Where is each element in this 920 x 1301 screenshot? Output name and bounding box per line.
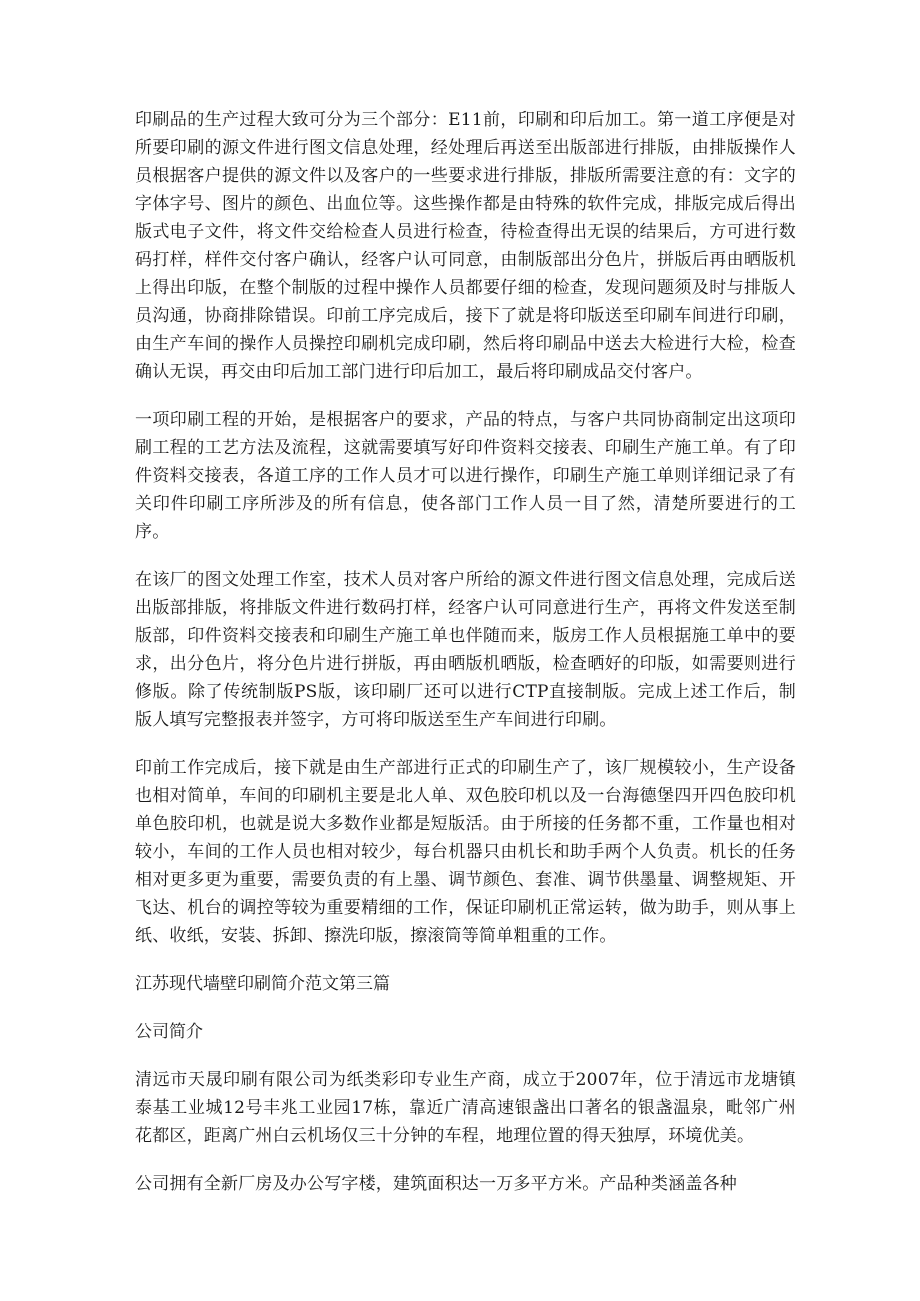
paragraph-prepress-studio: 在该厂的图文处理工作室，技术人员对客户所给的源文件进行图文信息处理，完成后送出版部排版，将排版文件进行数码打样，经客户认可同意进行生产，再将文件发送至制版部，印件资料交接表和印刷生产施工单也伴随而来，版房工作人员根据施工单中的要求，出分色片，将分色片进行拼版，再由晒版机晒版，检查晒好的印版，如需要则进行修版。除了传统制版PS版，该印刷厂还可以进行CTP直接制版。完成上述工作后，制版人填写完整报表并签字，方可将印版送至生产车间进行印刷。 [135,570,796,730]
paragraph-production-process: 印刷品的生产过程大致可分为三个部分：E11前，印刷和印后加工。第一道工序便是对所要印刷的源文件进行图文信息处理，经处理后再送至出版部进行排版，由排版操作人员根据客户提供的源文件以及客户的一些要求进行排版，排版所需要注意的有：文字的字体字号、图片的颜色、出血位等。这些操作都是由特殊的软件完成，排版完成后得出版式电子文件，将文件交给检查人员进行检查，待检查得出无误的结果后，方可进行数码打样，样件交付客户确认，经客户认可同意，由制版部出分色片，拼版后再由晒版机上得出印版，在整个制版的过程中操作人员都要仔细的检查，发现问题须及时与排版人员沟通，协商排除错误。印前工序完成后，接下了就是将印版送至印刷车间进行印刷，由生产车间的操作人员操控印刷机完成印刷，然后将印刷品中送去大检进行大检，检查确认无误，再交由印后加工部门进行印后加工，最后将印刷成品交付客户。 [135,110,796,382]
section-subheading: 公司简介 [135,1022,203,1042]
document-body [135,106,796,1218]
section-heading: 江苏现代墙壁印刷简介范文第三篇 [135,974,390,994]
paragraph-project-start: 一项印刷工程的开始，是根据客户的要求，产品的特点，与客户共同协商制定出这项印刷工程的工艺方法及流程，这就需要填写好印件资料交接表、印刷生产施工单。有了印件资料交接表，各道工序的工作人员才可以进行操作，印刷生产施工单则详细记录了有关印件印刷工序所涉及的所有信息，使各部门工作人员一目了然，清楚所要进行的工序。 [135,410,796,542]
paragraph-company-intro: 清远市天晟印刷有限公司为纸类彩印专业生产商，成立于2007年，位于清远市龙塘镇泰基工业城12号丰兆工业园17栋，靠近广清高速银盏出口著名的银盏温泉，毗邻广州花都区，距离广州白云机场仅三十分钟的车程，地理位置的得天独厚，环境优美。 [135,1070,796,1146]
paragraph-press-production: 印前工作完成后，接下就是由生产部进行正式的印刷生产了，该厂规模较小，生产设备也相对简单，车间的印刷机主要是北人单、双色胶印机以及一台海德堡四开四色胶印机单色胶印机，也就是说大多数作业都是短版活。由于所接的任务都不重，工作量也相对较小，车间的工作人员也相对较少，每台机器只由机长和助手两个人负责。机长的任务相对更多更为重要，需要负责的有上墨、调节颜色、套准、调节供墨量、调整规矩、开飞达、机台的调控等较为重要精细的工作，保证印刷机正常运转，做为助手，则从事上纸、收纸，安装、拆卸、擦洗印版，擦滚筒等简单粗重的工作。 [135,758,796,946]
paragraph-company-facilities: 公司拥有全新厂房及办公写字楼，建筑面积达一万多平方米。产品种类涵盖各种 [135,1174,737,1194]
